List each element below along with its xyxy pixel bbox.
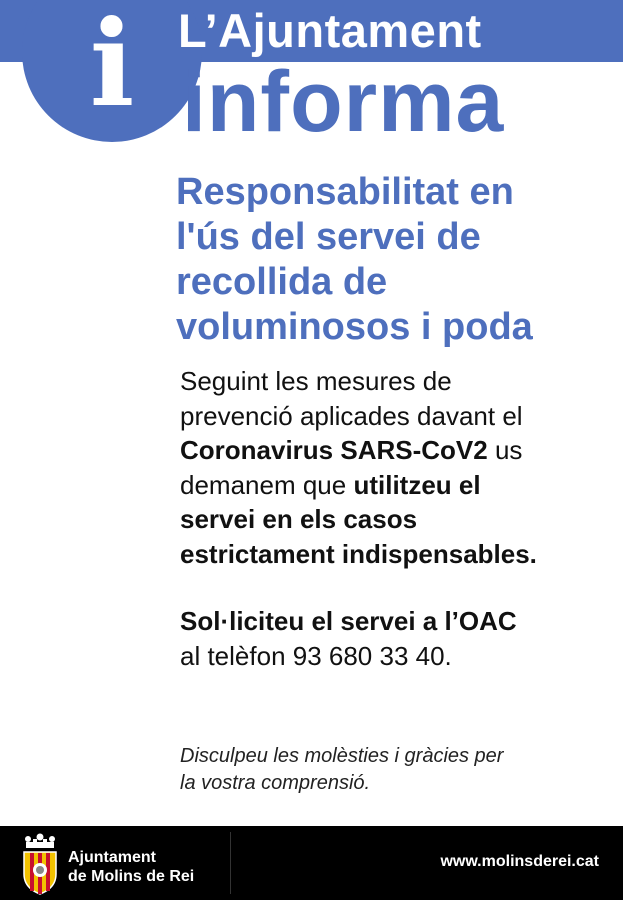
info-icon: i	[89, 0, 135, 133]
header-title-line2: informa	[182, 54, 505, 150]
municipal-crest-icon	[18, 832, 62, 896]
request-phone-line: al telèfon 93 680 33 40.	[180, 640, 452, 671]
headline-line: l'ús del servei de	[176, 216, 481, 258]
footer	[0, 826, 623, 900]
body-emphasis: Coronavirus SARS-CoV2	[180, 435, 488, 465]
body-line	[180, 468, 610, 503]
request-emphasis: Sol·liciteu el servei a l’OAC	[180, 606, 517, 636]
body-line	[180, 433, 610, 468]
service-request	[180, 604, 610, 673]
request-line-bold	[180, 604, 610, 639]
header-title-line1: L’Ajuntament	[178, 4, 482, 57]
headline	[176, 170, 616, 350]
headline-line: voluminosos i poda	[176, 306, 533, 348]
body-line: prevenció aplicades davant el	[180, 400, 523, 431]
apology-line: Disculpeu les molèsties i gràcies per	[180, 745, 504, 767]
body-emphasis: utilitzeu el	[353, 469, 481, 500]
body-emphasis: estrictament indispensables.	[180, 538, 537, 569]
body-line	[180, 502, 610, 537]
body-text: us	[487, 435, 523, 465]
body-line: Seguint les mesures de	[180, 366, 452, 396]
website-link[interactable]: www.molinsderei.cat	[440, 853, 599, 870]
apology-note	[180, 743, 610, 797]
apology-line: la vostra comprensió.	[180, 772, 371, 794]
headline-line: Responsabilitat en	[176, 171, 514, 213]
body-text: demanem que	[180, 469, 354, 500]
footer-divider	[230, 832, 231, 894]
body-paragraph	[180, 364, 610, 571]
body-line	[180, 537, 610, 572]
body-emphasis: servei en els casos	[180, 504, 418, 534]
org-name-line: de Molins de Rei	[68, 868, 195, 885]
headline-line: recollida de	[176, 261, 388, 303]
org-name-line: Ajuntament	[68, 849, 156, 866]
org-name	[68, 848, 194, 886]
